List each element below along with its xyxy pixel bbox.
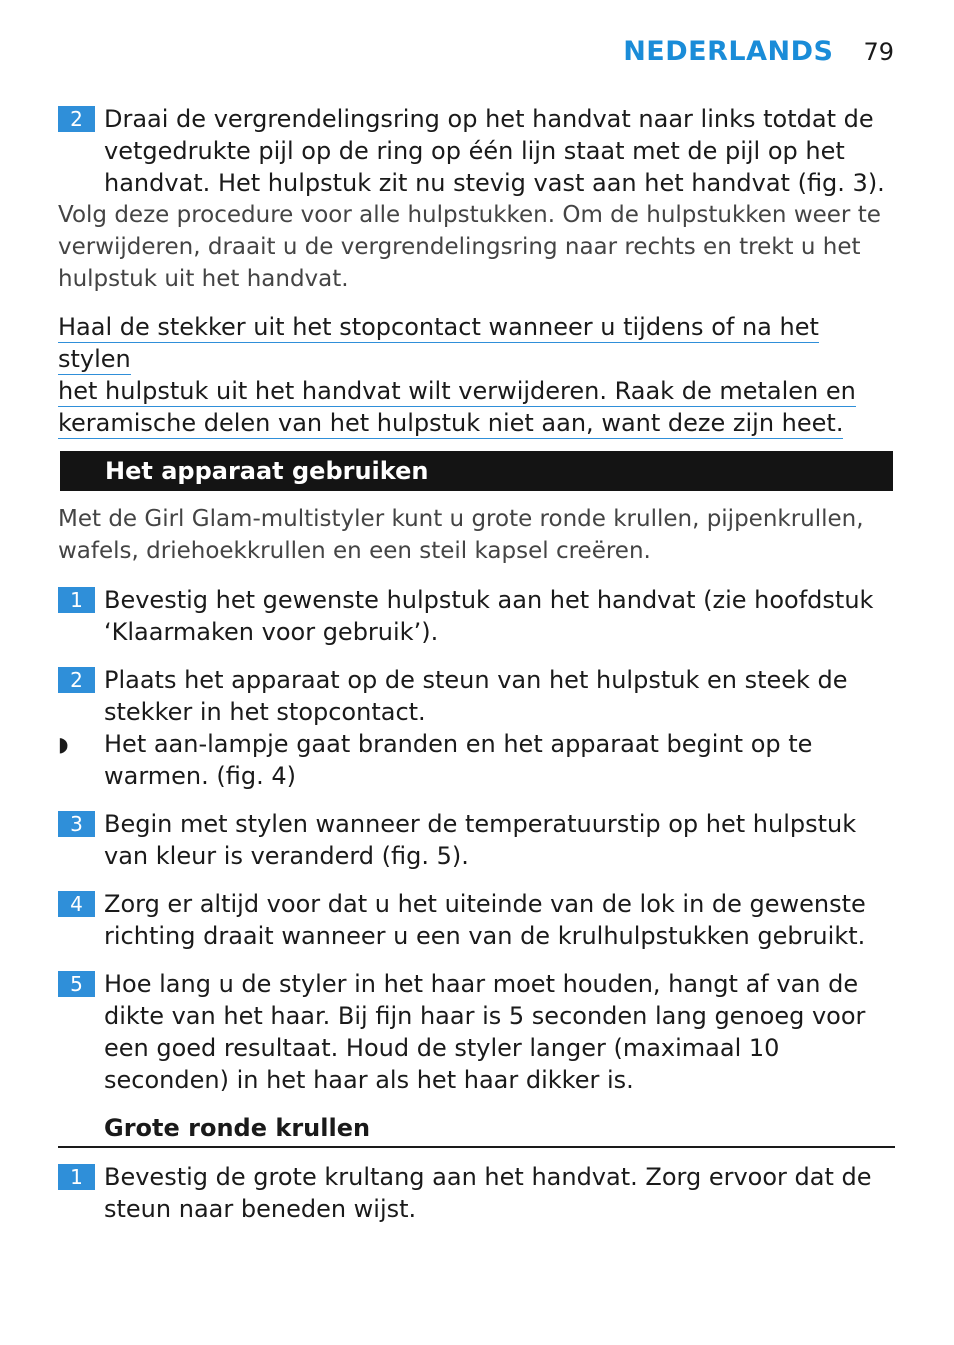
step-curl-direction [58,888,898,952]
step-number-badge: 1 [58,587,95,613]
section-heading-bar: Het apparaat gebruiken [60,451,893,491]
step-attach-accessory [58,584,898,648]
bullet-icon: ◗ [58,732,69,756]
section-intro: Met de Girl Glam-multistyler kunt u grote ronde krullen, pijpenkrullen, wafels, driehoekkrullen en een steil kapsel creëren. [58,506,864,564]
step-number-badge: 2 [58,106,95,132]
step-number-badge: 3 [58,811,95,837]
step-number-badge: 2 [58,667,95,693]
step-hold-time [58,968,898,1096]
step-text: Zorg er altijd voor dat u het uiteinde van de lok in de gewenste richting draait wanneer u een van de krulhulpstukken gebruikt. [104,890,866,950]
step-text: Bevestig het gewenste hulpstuk aan het handvat (zie hoofdstuk ‘Klaarmaken voor gebruik’). [104,586,874,646]
procedure-note: Volg deze procedure voor alle hulpstukken. Om de hulpstukken weer te verwijderen, draait u de vergrendelingsring naar rechts en trekt u het hulpstuk uit het handvat. [58,202,881,292]
step-number-badge: 1 [58,1164,95,1190]
page-number: 79 [863,38,894,66]
warning-text [58,311,898,439]
step-text: Draai de vergrendelingsring op het handvat naar links totdat de vetgedrukte pijl op de ring op één lijn staat met de pijl op het handvat. Het hulpstuk zit nu stevig vast aan het handvat (fig. 3). [104,105,885,197]
step-number-badge: 4 [58,891,95,917]
warning-line: keramische delen van het hulpstuk niet aan, want deze zijn heet. [58,409,844,437]
language-label: NEDERLANDS [623,36,834,67]
step-start-styling [58,808,898,872]
step-text: Plaats het apparaat op de steun van het hulpstuk en steek de stekker in het stopcontact. [104,666,848,726]
step-lock-ring [58,103,898,199]
warning-line: het hulpstuk uit het handvat wilt verwijderen. Raak de metalen en [58,377,856,405]
step-text: Bevestig de grote krultang aan het handvat. Zorg ervoor dat de steun naar beneden wijst. [104,1163,872,1223]
step-place-appliance [58,664,898,728]
subsection-heading: Grote ronde krullen [58,1110,895,1148]
step-text: Het aan-lampje gaat branden en het apparaat begint op te warmen. (fig. 4) [104,730,813,790]
step-text: Hoe lang u de styler in het haar moet houden, hangt af van de dikte van het haar. Bij fijn haar is 5 seconden lang genoeg voor een goed resultaat. Houd de styler langer (maximaal 10 seconden) in het haar als het haar dikker is. [104,970,866,1094]
step-number-badge: 5 [58,971,95,997]
page-header [623,36,894,67]
step-power-light [58,728,898,792]
step-text: Begin met stylen wanneer de temperatuurstip op het hulpstuk van kleur is veranderd (fig. 5). [104,810,857,870]
step-attach-curler [58,1161,898,1225]
warning-line: Haal de stekker uit het stopcontact wanneer u tijdens of na het stylen [58,313,819,373]
